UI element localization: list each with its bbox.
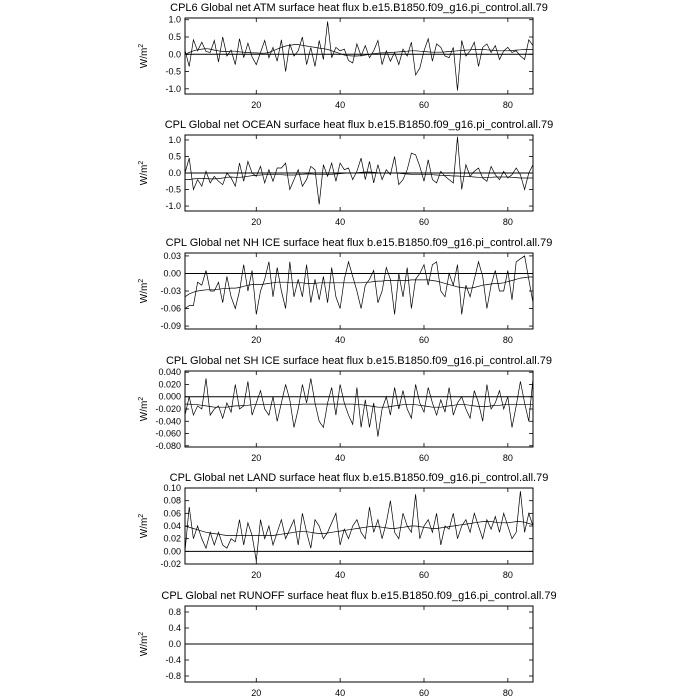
- chart-title: CPL Global net RUNOFF surface heat flux b.e15.B1850.f09_g16.pi_control.all.79: [161, 590, 557, 602]
- y-axis-label-sup: 2: [138, 43, 145, 48]
- y-tick-label: 0.0: [168, 49, 181, 60]
- y-tick-label: 0.08: [163, 495, 181, 506]
- y-tick-label: 0.5: [168, 151, 181, 162]
- x-tick-label: 60: [418, 217, 429, 227]
- y-tick-label: -0.080: [155, 440, 181, 451]
- y-tick-label: 0.00: [163, 268, 181, 279]
- y-axis-label: [138, 161, 150, 186]
- y-tick-label: -0.020: [155, 404, 181, 414]
- x-tick-label: 40: [335, 570, 346, 580]
- y-tick-label: 0.00: [163, 546, 181, 557]
- chart-panel-2: [138, 119, 553, 227]
- x-tick-label: 60: [418, 570, 429, 580]
- x-tick-label: 40: [335, 453, 346, 463]
- x-tick-label: 40: [335, 217, 346, 227]
- y-axis-label: [138, 44, 150, 69]
- y-tick-label: 1.0: [168, 134, 181, 145]
- x-tick-label: 20: [251, 335, 262, 345]
- plot-frame: [185, 253, 533, 329]
- chart-panel-1: [138, 2, 548, 110]
- y-axis-label: [138, 632, 150, 657]
- y-axis-label-sup: 2: [138, 160, 145, 165]
- y-axis-label-unit: W/m: [139, 282, 150, 304]
- y-tick-label: 0.03: [163, 250, 181, 261]
- x-tick-label: 40: [335, 335, 346, 345]
- series-line-annual: [185, 491, 533, 561]
- y-tick-label: -0.4: [165, 655, 181, 665]
- y-axis-label-sup: 2: [138, 631, 145, 636]
- y-axis-label-unit: W/m: [139, 635, 150, 657]
- x-tick-label: 20: [251, 217, 262, 227]
- chart-panel-6: [138, 590, 557, 698]
- x-tick-label: 80: [502, 217, 513, 227]
- y-axis-label: [138, 279, 150, 304]
- x-tick-label: 60: [418, 688, 429, 698]
- y-tick-label: 0.0: [168, 168, 181, 178]
- y-tick-label: 0.0: [168, 639, 181, 649]
- y-tick-label: -0.040: [155, 416, 181, 427]
- y-axis-label-sup: 2: [138, 278, 145, 283]
- series-line-annual: [185, 256, 533, 315]
- series-line-annual: [185, 378, 533, 436]
- y-tick-label: 0.020: [158, 379, 181, 390]
- x-tick-label: 40: [335, 100, 346, 110]
- x-tick-label: 40: [335, 688, 346, 698]
- y-tick-label: 0.04: [163, 521, 181, 531]
- y-tick-label: -1.0: [165, 83, 181, 94]
- x-tick-label: 80: [502, 335, 513, 345]
- y-tick-label: -0.060: [155, 428, 181, 439]
- chart-title: CPL Global net OCEAN surface heat flux b.e15.B1850.f09_g16.pi_control.all.79: [164, 119, 554, 131]
- x-tick-label: 20: [251, 100, 262, 110]
- y-tick-label: 0.02: [163, 533, 181, 544]
- chart-title: CPL6 Global net ATM surface heat flux b.e15.B1850.f09_g16.pi_control.all.79: [170, 2, 548, 14]
- y-tick-label: -0.03: [160, 286, 181, 296]
- y-tick-label: -0.5: [165, 66, 181, 77]
- y-tick-label: 0.10: [163, 483, 181, 493]
- y-tick-label: 0.5: [168, 32, 181, 42]
- y-axis-label-unit: W/m: [139, 47, 150, 69]
- y-axis-label: [138, 514, 150, 539]
- x-tick-label: 20: [251, 453, 262, 463]
- y-axis-label-unit: W/m: [139, 400, 150, 422]
- y-axis-label-sup: 2: [138, 513, 145, 518]
- x-tick-label: 20: [251, 570, 262, 580]
- y-axis-label-unit: W/m: [139, 164, 150, 186]
- chart-title: CPL Global net LAND surface heat flux b.e15.B1850.f09_g16.pi_control.all.79: [169, 472, 549, 484]
- y-tick-label: 0.040: [158, 367, 181, 378]
- y-axis-label: [138, 397, 150, 422]
- y-tick-label: 0.06: [163, 508, 181, 519]
- y-tick-label: 0.8: [168, 607, 181, 617]
- y-axis-label-sup: 2: [138, 396, 145, 401]
- x-tick-label: 80: [502, 453, 513, 463]
- y-tick-label: -1.0: [165, 201, 181, 212]
- x-tick-label: 80: [502, 570, 513, 580]
- chart-panel-4: [138, 355, 552, 463]
- y-tick-label: -0.06: [160, 303, 181, 314]
- y-tick-label: -0.09: [160, 321, 181, 332]
- y-tick-label: -0.8: [165, 671, 181, 681]
- y-tick-label: -0.02: [160, 559, 181, 569]
- y-tick-label: 0.4: [168, 623, 181, 633]
- chart-title: CPL Global net SH ICE surface heat flux b.e15.B1850.f09_g16.pi_control.all.79: [165, 355, 553, 367]
- chart-title: CPL Global net NH ICE surface heat flux b.e15.B1850.f09_g16.pi_control.all.79: [165, 237, 553, 249]
- y-tick-label: -0.5: [165, 184, 181, 195]
- x-tick-label: 60: [418, 453, 429, 463]
- y-tick-label: 1.0: [168, 14, 181, 25]
- y-axis-label-unit: W/m: [139, 517, 150, 539]
- y-tick-label: 0.000: [158, 391, 181, 402]
- series-line-smoothed: [185, 277, 533, 297]
- x-tick-label: 60: [418, 100, 429, 110]
- x-tick-label: 80: [502, 688, 513, 698]
- chart-panel-3: [138, 237, 552, 345]
- x-tick-label: 60: [418, 335, 429, 345]
- chart-panel-5: [138, 472, 548, 580]
- series-line-annual: [185, 137, 533, 205]
- x-tick-label: 20: [251, 688, 262, 698]
- x-tick-label: 80: [502, 100, 513, 110]
